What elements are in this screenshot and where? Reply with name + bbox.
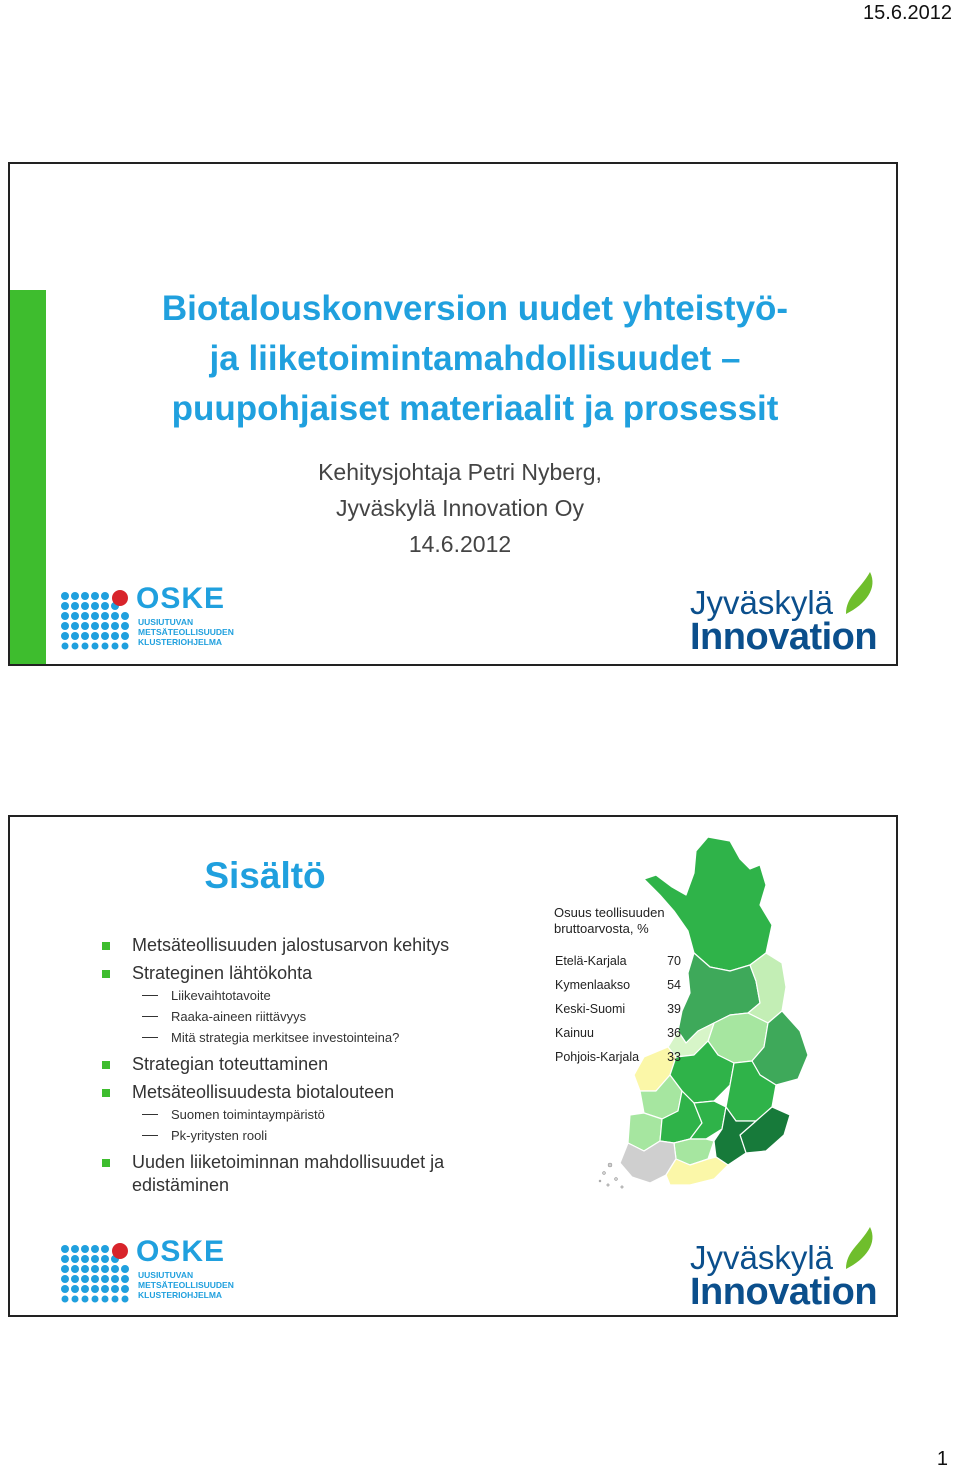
legend-row xyxy=(555,1025,681,1049)
item-text: Uuden liiketoiminnan mahdollisuudet ja edistäminen xyxy=(132,1152,445,1195)
legend-region: Pohjois-Karjala xyxy=(555,1050,640,1064)
bullet-icon xyxy=(102,970,110,978)
item-text: Metsäteollisuudesta biotalouteen xyxy=(132,1082,395,1102)
tagline-line: METSÄTEOLLISUUDEN xyxy=(138,1280,234,1290)
sub-item xyxy=(102,1104,522,1125)
logo-line-2: Innovation xyxy=(690,616,878,658)
jyvaskyla-innovation-logo xyxy=(690,1239,898,1317)
tagline-line: KLUSTERIOHJELMA xyxy=(138,1290,223,1300)
map-legend xyxy=(555,953,681,1073)
oske-tagline xyxy=(138,617,268,647)
oske-dots-icon xyxy=(60,1243,132,1303)
logo-line-1: Jyväskylä xyxy=(690,584,834,621)
legend-row xyxy=(555,1001,681,1025)
tagline-line: UUSIUTUVAN xyxy=(138,617,194,627)
sub-item xyxy=(102,985,522,1006)
oske-tagline xyxy=(138,1270,268,1300)
logo-line-1: Jyväskylä xyxy=(690,1239,834,1276)
sub-item-text: Liikevaihtotavoite xyxy=(171,988,271,1003)
bullet-icon xyxy=(102,942,110,950)
leaf-icon xyxy=(840,1225,880,1273)
dash-icon xyxy=(142,995,158,996)
dash-icon xyxy=(142,1135,158,1136)
bullet-icon xyxy=(102,1061,110,1069)
legend-row xyxy=(555,1049,681,1073)
item-text: Strategian toteuttaminen xyxy=(132,1054,329,1074)
presenter-name: Kehitysjohtaja Petri Nyberg, xyxy=(318,459,602,485)
legend-region: Kymenlaakso xyxy=(555,978,631,992)
bullet-icon xyxy=(102,1159,110,1167)
list-item xyxy=(102,934,522,957)
sub-item xyxy=(102,1006,522,1027)
list-item xyxy=(102,962,522,985)
sub-item-text: Suomen toimintaympäristö xyxy=(171,1107,325,1122)
legend-value: 54 xyxy=(667,978,681,992)
legend-value: 39 xyxy=(667,1002,681,1016)
legend-value: 33 xyxy=(667,1050,681,1064)
contents-list xyxy=(102,929,522,1197)
oske-logo xyxy=(60,1235,250,1309)
title-line: ja liiketoimintamahdollisuudet – xyxy=(209,339,741,378)
oske-dots-icon xyxy=(60,590,132,650)
oske-wordmark: OSKE xyxy=(136,1235,226,1268)
item-text: Metsäteollisuuden jalostusarvon kehitys xyxy=(132,935,450,955)
list-item xyxy=(102,1053,522,1076)
region-lapland xyxy=(644,837,772,971)
sub-item-text: Pk-yritysten rooli xyxy=(171,1128,268,1143)
title-slide xyxy=(8,162,898,666)
slide-title xyxy=(105,284,845,434)
legend-region: Keski-Suomi xyxy=(555,1002,626,1016)
presentation-date: 14.6.2012 xyxy=(408,531,512,557)
logo-line-2: Innovation xyxy=(690,1271,878,1313)
tagline-line: METSÄTEOLLISUUDEN xyxy=(138,627,234,637)
accent-bar xyxy=(10,290,46,666)
legend-value: 36 xyxy=(667,1026,681,1040)
oske-logo xyxy=(60,582,250,656)
list-item xyxy=(102,1081,522,1104)
bullet-icon xyxy=(102,1089,110,1097)
oske-wordmark: OSKE xyxy=(136,582,226,615)
legend-row xyxy=(555,977,681,1001)
jyvaskyla-innovation-logo xyxy=(690,584,898,664)
presenter-info xyxy=(240,454,680,562)
list-item xyxy=(102,1151,522,1197)
presenter-company: Jyväskylä Innovation Oy xyxy=(335,495,584,521)
sub-item-text: Mitä strategia merkitsee investointeina? xyxy=(171,1030,400,1045)
dash-icon xyxy=(142,1016,158,1017)
sub-item-text: Raaka-aineen riittävyys xyxy=(171,1009,307,1024)
contents-slide xyxy=(8,815,898,1317)
dash-icon xyxy=(142,1037,158,1038)
map-title: Osuus teollisuuden bruttoarvosta, % xyxy=(554,905,665,936)
slide-title: Sisältö xyxy=(204,855,326,896)
tagline-line: UUSIUTUVAN xyxy=(138,1270,194,1280)
tagline-line: KLUSTERIOHJELMA xyxy=(138,637,223,647)
page-date: 15.6.2012 xyxy=(863,2,952,24)
leaf-icon xyxy=(840,570,880,618)
legend-region: Etelä-Karjala xyxy=(555,954,627,968)
page-number: 1 xyxy=(936,1448,948,1470)
legend-value: 70 xyxy=(667,954,681,968)
item-text: Strateginen lähtökohta xyxy=(132,963,313,983)
dash-icon xyxy=(142,1114,158,1115)
legend-region: Kainuu xyxy=(555,1026,594,1040)
title-line: puupohjaiset materiaalit ja prosessit xyxy=(171,389,779,428)
sub-item xyxy=(102,1125,522,1146)
legend-row xyxy=(555,953,681,977)
finland-map-figure xyxy=(550,835,898,1255)
archipelago-dots xyxy=(599,1163,623,1188)
sub-item xyxy=(102,1027,522,1048)
title-line: Biotalouskonversion uudet yhteistyö- xyxy=(161,289,789,328)
